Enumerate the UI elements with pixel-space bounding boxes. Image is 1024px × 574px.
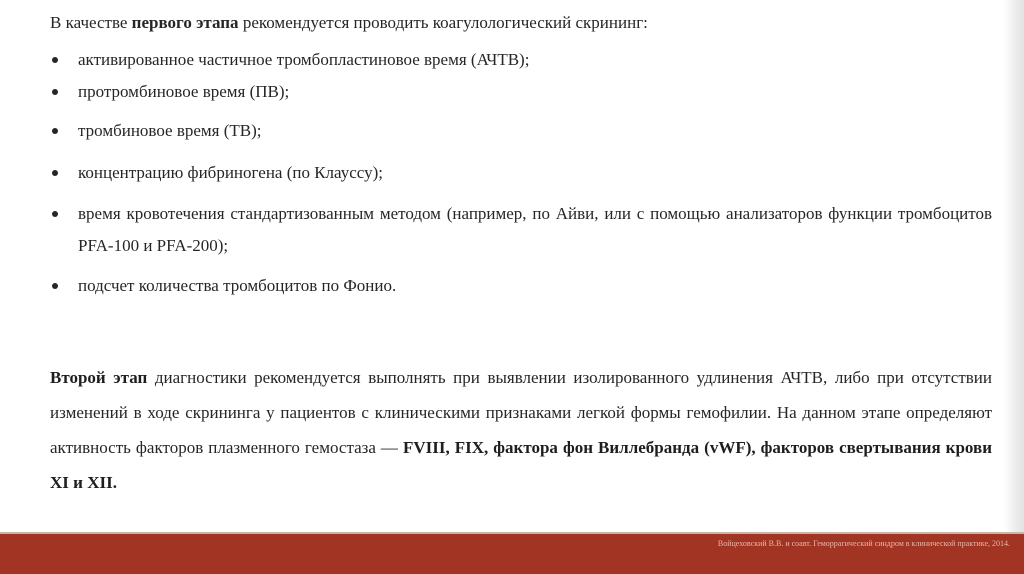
bullet-icon	[52, 128, 58, 134]
intro-suffix: рекомендуется проводить коагулологический скрининг:	[238, 13, 648, 32]
second-stage-paragraph	[50, 360, 992, 500]
list-item	[50, 157, 992, 189]
list-item-text: подсчет количества тромбоцитов по Фонио.	[78, 276, 397, 295]
bullet-icon	[52, 57, 58, 63]
list-item-text: тромбиновое время (ТВ);	[78, 121, 262, 140]
list-item-text: концентрацию фибриногена (по Клауссу);	[78, 163, 383, 182]
footer-bar	[0, 534, 1024, 574]
bullet-icon	[52, 211, 58, 217]
second-stage-text: диагностики рекомендуется выполнять при выявлении изолированного удлинения АЧТВ, либо при отсутствии изменений в ходе скрининга у пациентов с клиническими признаками легкой формы гемофилии. На данном этапе определяют активность факторов плазменного гемостаза —	[50, 368, 992, 457]
list-item	[50, 198, 992, 262]
bullet-icon	[52, 89, 58, 95]
footer-citation: Войцеховский В.В. и соавт. Геморрагический синдром в клинической практике, 2014.	[717, 539, 1010, 548]
right-edge-shade	[1004, 0, 1024, 532]
intro-paragraph	[50, 12, 990, 34]
second-stage-factors: FVIII, FIX, фактора фон Виллебранда (vWF), факторов свертывания крови XI и XII.	[50, 438, 992, 492]
list-item	[50, 44, 992, 76]
list-item	[50, 115, 992, 147]
list-item-text: время кровотечения стандартизованным методом (например, по Айви, или с помощью анализаторов функции тромбоцитов PFA-100 и PFA-200);	[78, 204, 992, 255]
second-stage-lead: Второй этап	[50, 368, 148, 387]
list-item-text: протромбиновое время (ПВ);	[78, 82, 290, 101]
list-item-text: активированное частичное тромбопластиновое время (АЧТВ);	[78, 50, 530, 69]
intro-bold: первого этапа	[131, 13, 239, 32]
list-item	[50, 76, 992, 108]
bullet-icon	[52, 170, 58, 176]
intro-prefix: В качестве	[50, 13, 132, 32]
bullet-icon	[52, 283, 58, 289]
list-item	[50, 270, 992, 302]
